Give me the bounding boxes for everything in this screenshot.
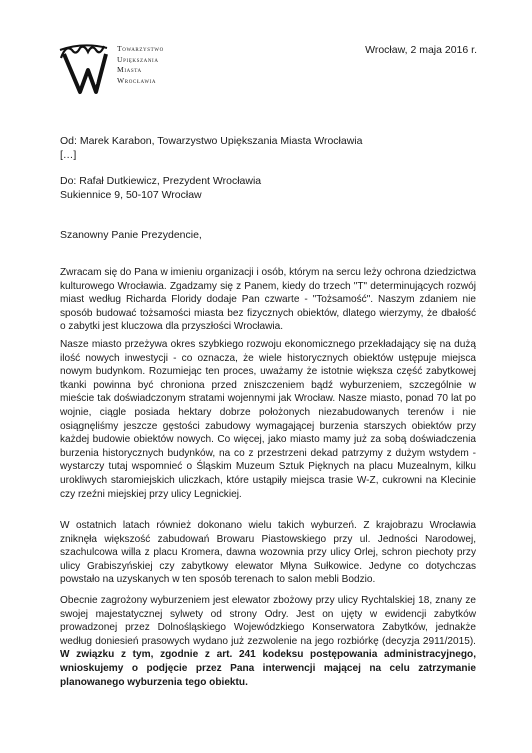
sender-block (60, 134, 362, 162)
organization-name (117, 44, 164, 86)
paragraph-request (60, 594, 476, 689)
paragraph-demolitions: W ostatnich latach również dokonano wielu takich wyburzeń. Z krajobrazu Wrocławia zniknęła większość zabudowań Browaru Piastowskiego przy ul. Jedności Narodowej, szachulcowa willa z placu Kromera, dawna wozownia przy ulicy Orlej, schron piechoty przy ulicy Grabiszyńskiej czy zabytkowy elewator Młyna Sułkowice. Jedyne co dotychczas powstało na uzyskanych w ten sposób terenach to salon mebli Bodzio. (60, 520, 476, 586)
request-bold-text: W związku z tym, zgodnie z art. 241 kodeksu postępowania administracyjnego, wnioskujemy o podjęcie przez Pana interwencji mającej na celu zatrzymanie planowanego wyburzenia tego obiektu. (60, 649, 476, 688)
recipient-line: Do: Rafał Dutkiewicz, Prezydent Wrocławia (60, 175, 262, 187)
org-line: Towarzystwo (117, 44, 164, 53)
letter-date: Wrocław, 2 maja 2016 r. (365, 44, 477, 56)
recipient-address: Sukiennice 9, 50-107 Wrocław (60, 189, 202, 202)
org-line: Miasta (117, 65, 142, 75)
tum-logo (58, 40, 108, 96)
org-line: Wrocławia (117, 75, 157, 85)
paragraph-intro: Zwracam się do Pana w imieniu organizacji i osób, którym na sercu leży ochrona dziedzictwa kulturowego Wrocławia. Zgadzamy się z Panem, kiedy do trzech "T" determinujących rozwój miast według Richarda Floridy dodaje Pan czwarte - "Tożsamość". Naszym zdaniem nie sposób budować tożsamości miasta bez fizycznych obiektów, dlatego wierzymy, że dbałość o zabytki jest kluczowa dla przyszłości Wrocławia. (60, 267, 476, 333)
sender-ellipsis: […] (60, 149, 77, 162)
salutation: Szanowny Panie Prezydencie, (60, 229, 202, 241)
request-text: Obecnie zagrożony wyburzeniem jest elewator zbożowy przy ulicy Rychtalskiej 18, znany ze swojej majestatycznej sylwety od strony Odry. Jest on ujęty w ewidencji zabytków prowadzonej przez Dolnośląskiego Wojewódzkiego Konserwatora Zabytków, jednakże według doniesień prasowych wydano już zezwolenie na jego rozbiórkę (decyzja 2911/2015). (60, 595, 476, 647)
paragraph-development: Nasze miasto przeżywa okres szybkiego rozwoju ekonomicznego przekładający się na dużą ilość nowych inwestycji - co oznacza, że wiele historycznych obiektów ustępuje miejsca nowym budynkom. Rozumiejąc ten proces, uważamy że istotnie większa część zabytkowej tkanki powinna być chroniona przed zniszczeniem bądź wyburzeniem, szczególnie w mieście tak doświadczonym stratami wojennymi jak Wrocław. Nasze miasto, ponad 70 lat po wojnie, ciągle posiada hektary dobrze położonych niezabudowanych terenów i nie osiągnęliśmy jeszcze gęstości zabudowy wymagającej burzenia starszych obiektów przy każdej budowie obiektów nowych. Co więcej, jako miasto mamy już za sobą doświadczenia burzenia historycznych budynków, na co z przestrzeni dekad patrzymy z dużym wstydem - wystarczy tutaj wspomnieć o Śląskim Muzeum Sztuk Pięknych na placu Muzealnym, kilku urokliwych staromiejskich uliczkach, które ustąpiły miejsca trasie W-Z, cukrowni na Klecinie czy rzeźni miejskiej przy ulicy Legnickiej. (60, 339, 476, 500)
sender-line: Od: Marek Karabon, Towarzystwo Upiększania Miasta Wrocławia (60, 135, 363, 147)
recipient-block (60, 174, 261, 202)
org-line: Upiększania (117, 54, 159, 64)
